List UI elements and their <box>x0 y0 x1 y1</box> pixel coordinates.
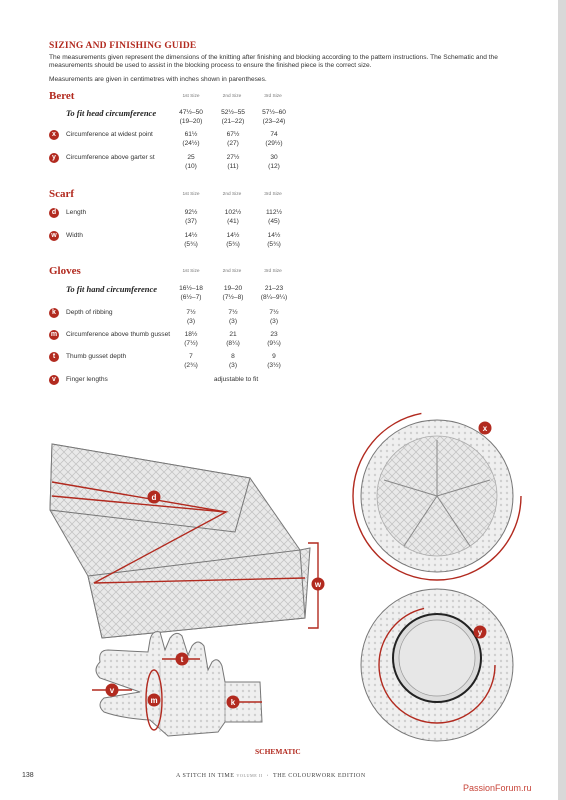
row-label: Length <box>66 209 87 216</box>
value-cell: 52½–55 (21–22) <box>221 109 245 125</box>
row-label: To fit hand circumference <box>66 284 158 294</box>
units-note: Measurements are given in centimetres with inches shown in parentheses. <box>49 76 267 83</box>
label-x: x <box>482 424 488 433</box>
value-cell: 92½ (37) <box>184 209 198 225</box>
badge-t: t <box>49 352 59 362</box>
value-cell: 14½ (5¾) <box>267 232 281 248</box>
schematic-title: SCHEMATIC <box>255 747 301 756</box>
size-header-2: 2nd Size <box>222 269 242 274</box>
value-cell: 67½ (27) <box>226 131 240 147</box>
label-m: m <box>150 696 158 705</box>
value-cell: 25 (10) <box>185 154 197 170</box>
label-d: d <box>151 493 157 502</box>
size-header-3: 3rd Size <box>264 94 282 99</box>
value-cell: 61½ (24½) <box>182 131 200 147</box>
badge-k: k <box>49 308 59 318</box>
value-cell: 19–20 (7½–8) <box>222 285 244 301</box>
size-header-1: 1st Size <box>182 192 200 197</box>
value-cell: 7½ (3) <box>186 309 196 325</box>
size-header-2: 2nd Size <box>222 94 242 99</box>
glove-drawing <box>92 632 262 736</box>
value-cell: 47½–50 (19–20) <box>179 109 203 125</box>
value-cell: 57½–60 (23–24) <box>262 109 286 125</box>
badge-m: m <box>50 331 58 338</box>
value-cell: 14½ (5¾) <box>184 232 198 248</box>
row-label: Finger lengths <box>66 376 108 383</box>
beret-top-drawing <box>353 412 521 580</box>
size-header-2: 2nd Size <box>222 192 242 197</box>
value-cell: 14½ (5¾) <box>226 232 240 248</box>
page-number: 138 <box>22 772 34 779</box>
badge-y: y <box>49 153 59 163</box>
row-label: Depth of ribbing <box>66 309 113 316</box>
label-k: k <box>230 698 236 707</box>
footer-title: A STITCH IN TIME VOLUME II · THE COLOURWORK EDITION <box>176 773 366 779</box>
beret-title: Beret <box>49 90 75 102</box>
badge-v: v <box>49 375 59 385</box>
scarf-title: Scarf <box>49 188 75 200</box>
value-cell: 112½ (45) <box>265 209 282 225</box>
page-heading: SIZING AND FINISHING GUIDE <box>49 41 197 51</box>
badge-w: w <box>49 231 59 241</box>
value-cell: 8 (3) <box>228 353 238 369</box>
row-label: Circumference at widest point <box>66 131 153 138</box>
value-cell: 9 (3½) <box>267 353 281 369</box>
value-cell: 23 (9¼) <box>267 331 281 347</box>
value-cell: 102½ (41) <box>224 209 242 225</box>
value-cell: adjustable to fit <box>213 376 259 383</box>
size-header-1: 1st Size <box>182 94 200 99</box>
label-w: w <box>314 580 322 589</box>
badge-x: x <box>49 130 59 140</box>
row-label: Circumference above thumb gusset <box>66 331 171 338</box>
value-cell: 21–23 (8¼–9¼) <box>260 285 288 301</box>
scarf-drawing <box>50 444 318 638</box>
badge-d: d <box>49 208 59 218</box>
value-cell: 21 (8¼) <box>226 331 240 347</box>
label-t: t <box>180 655 184 664</box>
size-header-3: 3rd Size <box>264 269 282 274</box>
value-cell: 7½ (3) <box>269 309 279 325</box>
row-label: Width <box>66 232 83 239</box>
value-cell: 7 (2¾) <box>184 353 198 369</box>
value-cell: 18½ (7½) <box>184 331 198 347</box>
beret-bottom-drawing <box>361 589 513 741</box>
value-cell: 16½–18 (6½–7) <box>179 285 203 301</box>
watermark: PassionForum.ru <box>463 783 532 793</box>
value-cell: 7½ (3) <box>228 309 238 325</box>
size-header-1: 1st Size <box>182 269 200 274</box>
row-label: Thumb gusset depth <box>66 353 127 360</box>
label-y: y <box>477 628 483 637</box>
schematic-illustration <box>0 400 566 770</box>
gloves-title: Gloves <box>49 265 81 277</box>
intro-text: The measurements given represent the dimensions of the knitting after finishing and blocking according to the pattern instructions. The Schematic and the measurements should be used to assist in the blocking process to ensure the finished piece is the correct size. <box>49 54 498 70</box>
label-v: v <box>109 686 115 695</box>
size-header-3: 3rd Size <box>264 192 282 197</box>
row-label: Circumference above garter st <box>66 154 155 161</box>
value-cell: 30 (12) <box>268 154 280 170</box>
row-label: To fit head circumference <box>66 108 157 118</box>
value-cell: 74 (29½) <box>265 131 283 147</box>
value-cell: 27½ (11) <box>226 154 240 170</box>
